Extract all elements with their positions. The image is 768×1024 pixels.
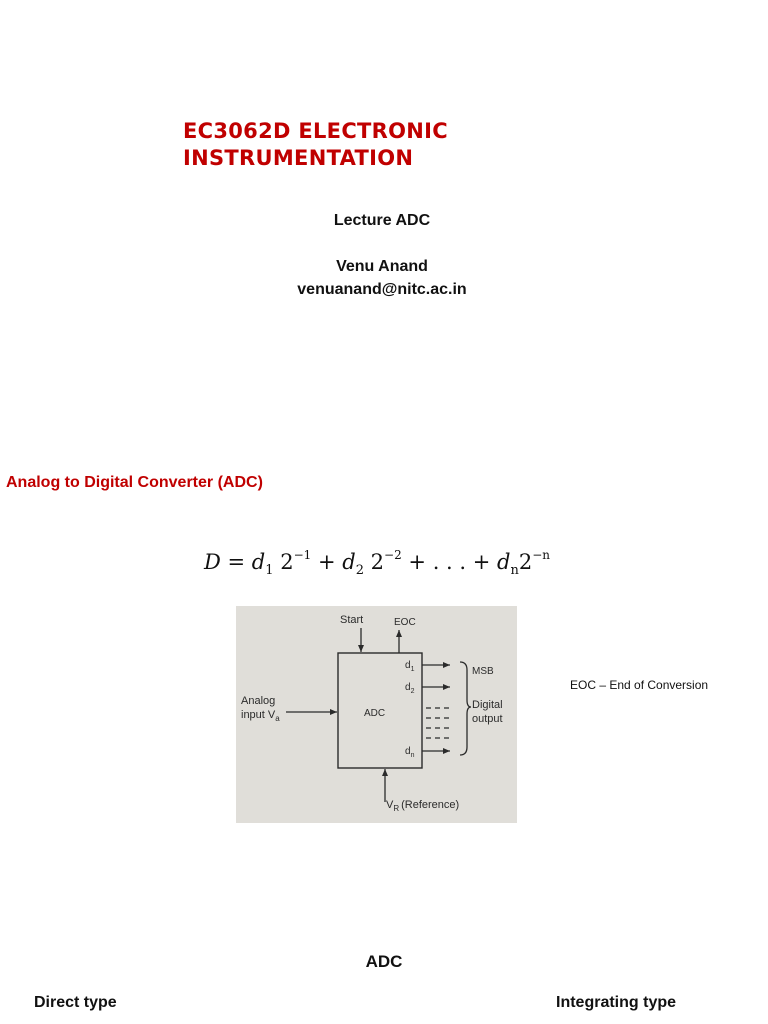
output-d2-label <box>405 682 415 695</box>
adc-diagram-svg <box>236 606 517 823</box>
adc-block-label: ADC <box>364 708 386 719</box>
course-title: EC3062D ELECTRONIC INSTRUMENTATION <box>183 119 448 170</box>
formula-term-2-sub: 2 <box>355 563 364 578</box>
output-d2-sub: 2 <box>410 688 415 695</box>
output-d2-letter: d <box>405 682 411 693</box>
formula-term-n-base: 2 <box>518 550 533 574</box>
output-dn-sub: n <box>410 752 415 759</box>
start-label: Start <box>340 614 364 626</box>
output-dn-label <box>405 746 415 759</box>
output-d1-sub: 1 <box>410 666 415 673</box>
author-name: Venu Anand <box>336 258 428 275</box>
formula-term-1-sub: 1 <box>265 563 274 578</box>
formula-term-1-base: 2 <box>280 550 294 574</box>
reference-label <box>386 799 459 813</box>
formula-term-2-base: 2 <box>370 550 385 574</box>
formula-term-1-exp: −1 <box>293 548 312 562</box>
adc-block-diagram <box>236 606 517 823</box>
eoc-label: EOC <box>394 617 416 628</box>
output-d1-letter: d <box>405 660 411 671</box>
formula-term-n-coef: d <box>497 550 511 574</box>
direct-type-label: Direct type <box>34 994 117 1011</box>
output-dn-letter: d <box>405 746 411 757</box>
formula-term-2-coef: d <box>342 550 356 574</box>
analog-input-v: input V <box>241 709 276 721</box>
formula-term-2-exp: −2 <box>384 548 402 562</box>
output-brace <box>460 662 471 755</box>
author-email: venuanand@nitc.ac.in <box>297 281 467 298</box>
msb-label: MSB <box>472 666 494 677</box>
formula-term-n-sub: n <box>510 563 519 578</box>
formula-term-1-coef: d <box>251 550 266 574</box>
eoc-note: EOC – End of Conversion <box>570 678 709 692</box>
reference-text: (Reference) <box>401 799 460 811</box>
analog-input-line2 <box>241 709 280 723</box>
digital-output-line2: output <box>472 713 503 725</box>
analog-input-line1: Analog <box>241 695 276 707</box>
reference-v: V <box>386 799 394 811</box>
formula-term-n-exp: −n <box>532 548 551 562</box>
output-d1-label <box>405 660 415 673</box>
adc-formula: $D = d_1$ $2^{-1} + d_2$ $2^{-2}$ + . . . + $d_n2^{-n}$ <box>204 548 551 578</box>
reference-sub: R <box>393 804 400 813</box>
lecture-title: Lecture ADC <box>333 212 431 229</box>
section-heading: Analog to Digital Converter (ADC) <box>6 474 263 491</box>
integrating-type-label: Integrating type <box>556 994 677 1011</box>
formula-lhs: D <box>204 550 221 574</box>
analog-input-sub: a <box>275 714 280 723</box>
output-dashed-lines <box>426 708 450 738</box>
formula-ellipsis: . . . <box>432 550 467 574</box>
adc-types-heading: ADC <box>365 952 403 971</box>
digital-output-line1: Digital <box>472 699 503 711</box>
